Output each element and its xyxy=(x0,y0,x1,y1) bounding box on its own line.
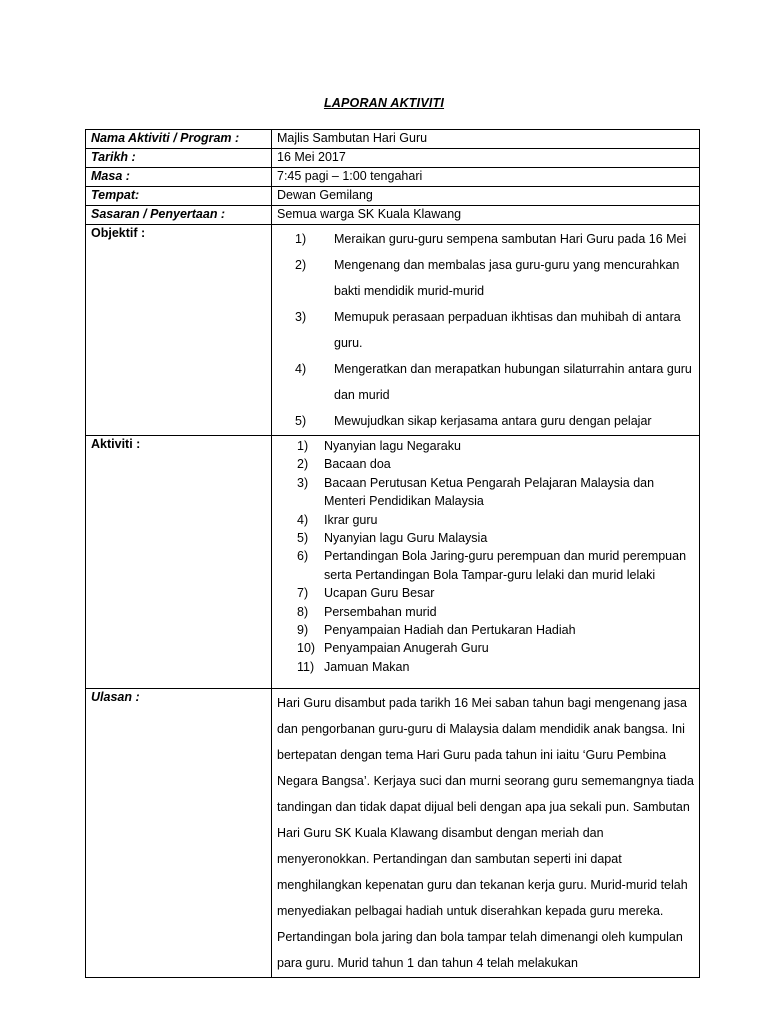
activity-number: 8) xyxy=(297,604,309,619)
objective-text: Meraikan guru-guru sempena sambutan Hari Guru pada 16 Mei xyxy=(334,232,687,246)
value-place: Dewan Gemilang xyxy=(272,187,700,206)
activity-text: Ucapan Guru Besar xyxy=(324,586,435,601)
value-target: Semua warga SK Kuala Klawang xyxy=(272,206,700,225)
activity-item xyxy=(277,474,694,511)
label-time: Masa : xyxy=(86,168,272,187)
row-program xyxy=(86,130,700,149)
activity-item xyxy=(277,639,694,657)
report-title: LAPORAN AKTIVITI xyxy=(323,96,445,110)
activity-text: Pertandingan Bola Jaring-guru perempuan dan murid perempuan serta Pertandingan Bola Tampar-guru lelaki dan murid lelaki xyxy=(324,549,687,582)
label-date: Tarikh : xyxy=(86,149,272,168)
activity-item xyxy=(277,529,694,547)
objective-number: 3) xyxy=(295,310,307,324)
objective-item xyxy=(277,408,694,434)
row-objectives xyxy=(86,225,700,436)
value-time: 7:45 pagi – 1:00 tengahari xyxy=(272,168,700,187)
label-target: Sasaran / Penyertaan : xyxy=(86,206,272,225)
row-time xyxy=(86,168,700,187)
activity-text: Jamuan Makan xyxy=(324,659,410,674)
label-objectives: Objektif : xyxy=(86,225,272,436)
activity-number: 3) xyxy=(297,475,309,490)
activity-number: 7) xyxy=(297,586,309,601)
objective-text: Mengenang dan membalas jasa guru-guru yang mencurahkan bakti mendidik murid-murid xyxy=(334,258,680,298)
activities-list xyxy=(277,437,694,676)
activity-text: Bacaan doa xyxy=(324,457,391,472)
activities-cell xyxy=(272,436,700,689)
activity-text: Penyampaian Anugerah Guru xyxy=(324,641,489,656)
activity-item xyxy=(277,437,694,455)
objective-item xyxy=(277,356,694,408)
activity-number: 5) xyxy=(297,531,309,546)
value-date: 16 Mei 2017 xyxy=(272,149,700,168)
label-review: Ulasan : xyxy=(86,689,272,978)
objective-text: Memupuk perasaan perpaduan ikhtisas dan muhibah di antara guru. xyxy=(334,310,681,350)
activity-number: 4) xyxy=(297,512,309,527)
row-review xyxy=(86,689,700,978)
activity-number: 6) xyxy=(297,549,309,564)
objective-item xyxy=(277,226,694,252)
row-target xyxy=(86,206,700,225)
activity-text: Nyanyian lagu Negaraku xyxy=(324,439,461,453)
activity-item xyxy=(277,547,694,584)
review-cell xyxy=(272,689,700,978)
objectives-list xyxy=(277,226,694,434)
activity-text: Bacaan Perutusan Ketua Pengarah Pelajaran Malaysia dan Menteri Pendidikan Malaysia xyxy=(324,475,655,509)
objective-number: 1) xyxy=(295,232,307,246)
activity-item xyxy=(277,511,694,529)
review-text: Hari Guru disambut pada tarikh 16 Mei saban tahun bagi mengenang jasa dan pengorbanan guru-guru di Malaysia dalam mendidik anak bangsa. Ini bertepatan dengan tema Hari Guru pada tahun ini iaitu ‘Guru Pembina Negara Bangsa’. Kerjaya suci dan murni seorang guru sememangnya tiada tandingan dan tidak dapat dijual beli dengan apa jua sekali pun. Sambutan Hari Guru SK Kuala Klawang disambut dengan meriah dan menyeronokkan. Pertandingan dan sambutan seperti ini dapat menghilangkan kepenatan guru dan tekanan kerja guru. Murid-murid telah menyediakan pelbagai hadiah untuk diserahkan kepada guru mereka. Pertandingan bola jaring dan bola tampar telah dimenangi oleh kumpulan para guru. Murid tahun 1 dan tahun 4 telah melakukan xyxy=(277,696,694,970)
activity-number: 11) xyxy=(297,659,315,674)
objective-text: Mengeratkan dan merapatkan hubungan silaturrahin antara guru dan murid xyxy=(334,362,692,402)
activity-item xyxy=(277,621,694,639)
objective-text: Mewujudkan sikap kerjasama antara guru dengan pelajar xyxy=(334,414,652,428)
activity-number: 9) xyxy=(297,623,309,638)
activity-text: Nyanyian lagu Guru Malaysia xyxy=(324,531,488,546)
activity-item xyxy=(277,455,694,473)
value-program: Majlis Sambutan Hari Guru xyxy=(272,130,700,149)
report-table xyxy=(85,129,700,978)
activity-text: Penyampaian Hadiah dan Pertukaran Hadiah xyxy=(324,623,576,638)
objectives-cell xyxy=(272,225,700,436)
row-activities xyxy=(86,436,700,689)
activity-text: Persembahan murid xyxy=(324,604,437,619)
row-date xyxy=(86,149,700,168)
activity-item xyxy=(277,603,694,621)
objective-number: 4) xyxy=(295,362,307,376)
activity-number: 10) xyxy=(297,641,316,656)
objective-number: 5) xyxy=(295,414,307,428)
activity-item xyxy=(277,584,694,602)
activity-item xyxy=(277,658,694,676)
label-program: Nama Aktiviti / Program : xyxy=(86,130,272,149)
objective-item xyxy=(277,252,694,304)
objective-item xyxy=(277,304,694,356)
objective-number: 2) xyxy=(295,258,307,272)
label-place: Tempat: xyxy=(86,187,272,206)
label-activities: Aktiviti : xyxy=(86,436,272,689)
row-place xyxy=(86,187,700,206)
activity-number: 2) xyxy=(297,457,309,472)
activity-number: 1) xyxy=(297,439,309,453)
activity-text: Ikrar guru xyxy=(324,512,378,527)
